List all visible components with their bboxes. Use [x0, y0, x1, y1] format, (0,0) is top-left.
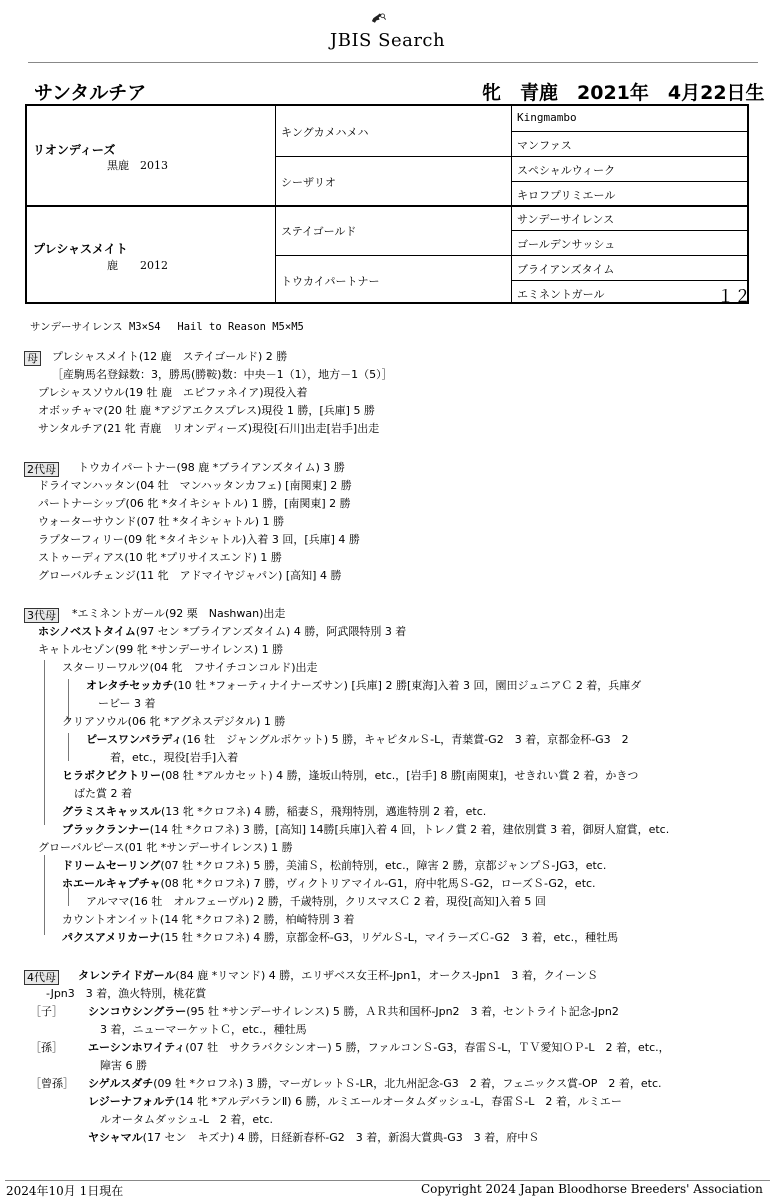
pedigree-gen3[interactable]: ゴールデンサッシュ: [517, 238, 616, 251]
family-line: ヒラボクビクトリー(08 牡 *アルカセット) 4 勝，逢坂山特別，etc.，[岩手] 8 勝[南関東]，せきれい賞 2 着，かきつ: [62, 769, 639, 782]
family-line: プレシャスソウル(19 牡 鹿 エピファネイア)現役入着: [38, 386, 308, 399]
tag-grandchild: ［孫］: [30, 1041, 63, 1054]
pedigree-divider: [511, 230, 747, 231]
pedigree-divider: [511, 280, 747, 281]
family-line: オボッチャマ(20 牡 鹿 *アジアエクスプレス)現役 1 勝，[兵庫] 5 勝: [38, 404, 375, 417]
pedigree-gen2[interactable]: キングカメハメハ: [281, 126, 369, 139]
pedigree-divider: [511, 131, 747, 132]
family-line: ドリームセーリング(07 牡 *クロフネ) 5 勝，美浦Ｓ，松前特別，etc.，障害 2 勝，京都ジャンプＳ-JG3，etc.: [62, 859, 607, 872]
pedigree-gen3[interactable]: エミネントガール: [517, 288, 605, 301]
pedigree-gen2[interactable]: シーザリオ: [281, 176, 336, 189]
sire-detail: 黒鹿 2013: [107, 159, 168, 172]
tree-line: [44, 855, 45, 935]
pedigree-gen3[interactable]: Kingmambo: [517, 111, 577, 124]
family-line: レジーナフォルテ(14 牝 *アルデバランⅡ) 6 勝，ルミエールオータムダッシュ-L，春雷Ｓ-L 2 着，ルミエー: [88, 1095, 622, 1108]
family-line: クリアソウル(06 牝 *アグネスデジタル) 1 勝: [62, 715, 286, 728]
family-line: 障害 6 勝: [100, 1059, 147, 1072]
family-line: ルオータムダッシュ-L 2 着，etc.: [100, 1113, 273, 1126]
family-line: プレシャスメイト(12 鹿 ステイゴールド) 2 勝: [52, 350, 288, 363]
tag-dam4: 4代母: [24, 966, 59, 985]
horse-name: サンタルチア: [34, 82, 147, 104]
dam-name[interactable]: プレシャスメイト: [33, 242, 128, 256]
tree-line: [68, 733, 69, 761]
family-line: ブラックランナー(14 牡 *クロフネ) 3 勝，[高知] 14勝[兵庫]入着 4 回，トレノ賞 2 着，建依別賞 3 着，御厨人窟賞，etc.: [62, 823, 670, 836]
family-line: ホシノベストタイム(97 セン *ブライアンズタイム) 4 勝，阿武隈特別 3 着: [38, 625, 407, 638]
family-number: １２: [717, 287, 751, 307]
pedigree-gen3[interactable]: マンファス: [517, 139, 572, 152]
horse-info: 牝 青鹿 2021年 4月22日生: [482, 82, 765, 104]
family-line: -Jpn3 3 着，漁火特別，桃花賞: [46, 987, 207, 1000]
pedigree-divider: [511, 181, 747, 182]
sire-name[interactable]: リオンディーズ: [33, 143, 116, 157]
dam-detail: 鹿 2012: [107, 259, 168, 272]
family-line: シンコウシングラー(95 牡 *サンデーサイレンス) 5 勝，ＡＲ共和国杯-Jpn2 3 着，セントライト記念-Jpn2: [88, 1005, 619, 1018]
family-line: エーシンホワイティ(07 牡 サクラバクシンオー) 5 勝，ファルコンＳ-G3，春雷Ｓ-L，ＴＶ愛知ＯＰ-L 2 着，etc.，: [88, 1041, 670, 1054]
family-line: ヤシャマル(17 セン キズナ) 4 勝，日経新春杯-G2 3 着，新潟大賞典-G3 3 着，府中Ｓ: [88, 1131, 540, 1144]
pedigree-divider: [275, 156, 747, 157]
family-line: サンタルチア(21 牝 青鹿 リオンディーズ)現役[石川]出走[岩手]出走: [38, 422, 380, 435]
family-line: ピースワンパラディ(16 牡 ジャングルポケット) 5 勝，キャピタルＳ-L，青葉賞-G2 3 着，京都金杯-G3 2: [86, 733, 629, 746]
tag-dam: 母: [24, 347, 41, 366]
pedigree-gen3[interactable]: サンデーサイレンス: [517, 213, 615, 226]
pedigree-gen3[interactable]: キロフプリミエール: [517, 189, 616, 202]
tag-dam3: 3代母: [24, 604, 59, 623]
pedigree-divider: [275, 255, 747, 256]
family-line: ラプターフィリー(09 牝 *タイキシャトル)入着 3 回，[兵庫] 4 勝: [38, 533, 360, 546]
header-divider: [28, 62, 758, 63]
site-logo[interactable]: JBIS Search: [330, 30, 446, 51]
pedigree-gen2[interactable]: トウカイパートナー: [281, 275, 380, 288]
tag-great-grandchild: ［曾孫］: [30, 1077, 74, 1090]
family-line: カウントオンイット(14 牝 *クロフネ) 2 勝，柏崎特別 3 着: [62, 913, 355, 926]
inbreeding-note: サンデーサイレンス M3×S4 Hail to Reason M5×M5: [30, 321, 304, 333]
family-line: グローバルピース(01 牝 *サンデーサイレンス) 1 勝: [38, 841, 293, 854]
family-line: シゲルスダチ(09 牡 *クロフネ) 3 勝，マーガレットＳ-LR，北九州記念-G3 2 着，フェニックス賞-OP 2 着，etc.: [88, 1077, 662, 1090]
family-line: グラミスキャッスル(13 牝 *クロフネ) 4 勝，稲妻Ｓ，飛翔特別，邁進特別 2 着，etc.: [62, 805, 487, 818]
family-line: ドライマンハッタン(04 牡 マンハッタンカフェ) [南関東] 2 勝: [38, 479, 352, 492]
family-line: スターリーワルツ(04 牝 フサイチコンコルド)出走: [62, 661, 318, 674]
family-line: ホエールキャプチャ(08 牝 *クロフネ) 7 勝，ヴィクトリアマイル-G1，府中牝馬Ｓ-G2，ローズＳ-G2，etc.: [62, 877, 596, 890]
family-line: *エミネントガール(92 栗 Nashwan)出走: [72, 607, 286, 620]
tag-child: ［子］: [30, 1005, 63, 1018]
pedigree-gen2[interactable]: ステイゴールド: [281, 225, 357, 238]
footer-date: 2024年10月 1日現在: [6, 1184, 124, 1198]
footer-copyright: Copyright 2024 Japan Bloodhorse Breeders' Association: [421, 1182, 763, 1196]
pedigree-divider: [275, 106, 276, 302]
family-line: パートナーシップ(06 牝 *タイキシャトル) 1 勝，[南関東] 2 勝: [38, 497, 351, 510]
footer-divider: [5, 1180, 770, 1181]
family-line: ービー 3 着: [98, 697, 156, 710]
family-line: 3 着，ニューマーケットＣ，etc.，種牡馬: [100, 1023, 307, 1036]
family-line: ウォーターサウンド(07 牡 *タイキシャトル) 1 勝: [38, 515, 285, 528]
family-line: 着，etc.，現役[岩手]入着: [110, 751, 239, 764]
family-line: アルママ(16 牡 オルフェーヴル) 2 勝，千歳特別，クリスマスＣ 2 着，現役[高知]入着 5 回: [86, 895, 546, 908]
family-line: オレタチセッカチ(10 牡 *フォーティナイナーズサン) [兵庫] 2 勝[東海]入着 3 回，園田ジュニアＣ 2 着，兵庫ダ: [86, 679, 642, 692]
family-line: ［産駒馬名登録数：3，勝馬(勝鞍)数：中央－1（1），地方－1（5）］: [52, 368, 393, 381]
pedigree-table: [25, 104, 751, 307]
pedigree-divider: [27, 205, 747, 207]
tag-dam2: 2代母: [24, 458, 59, 477]
pedigree-gen3[interactable]: ブライアンズタイム: [517, 263, 615, 276]
tree-line: [44, 660, 45, 825]
family-line: トウカイパートナー(98 鹿 *ブライアンズタイム) 3 勝: [78, 461, 345, 474]
family-line: パクスアメリカーナ(15 牡 *クロフネ) 4 勝，京都金杯-G3，リゲルＳ-L，マイラーズＣ-G2 3 着，etc.，種牡馬: [62, 931, 619, 944]
family-line: ばた賞 2 着: [74, 787, 132, 800]
family-line: グローバルチェンジ(11 牝 アドマイヤジャパン) [高知] 4 勝: [38, 569, 342, 582]
pedigree-divider: [511, 106, 512, 302]
family-line: ストゥーディアス(10 牝 *プリサイスエンド) 1 勝: [38, 551, 282, 564]
family-line: タレンテイドガール(84 鹿 *リマンド) 4 勝，エリザベス女王杯-Jpn1，オークス-Jpn1 3 着，クイーンＳ: [78, 969, 598, 982]
pedigree-gen3[interactable]: スペシャルウィーク: [517, 164, 616, 177]
family-line: キャトルセゾン(99 牝 *サンデーサイレンス) 1 勝: [38, 643, 284, 656]
